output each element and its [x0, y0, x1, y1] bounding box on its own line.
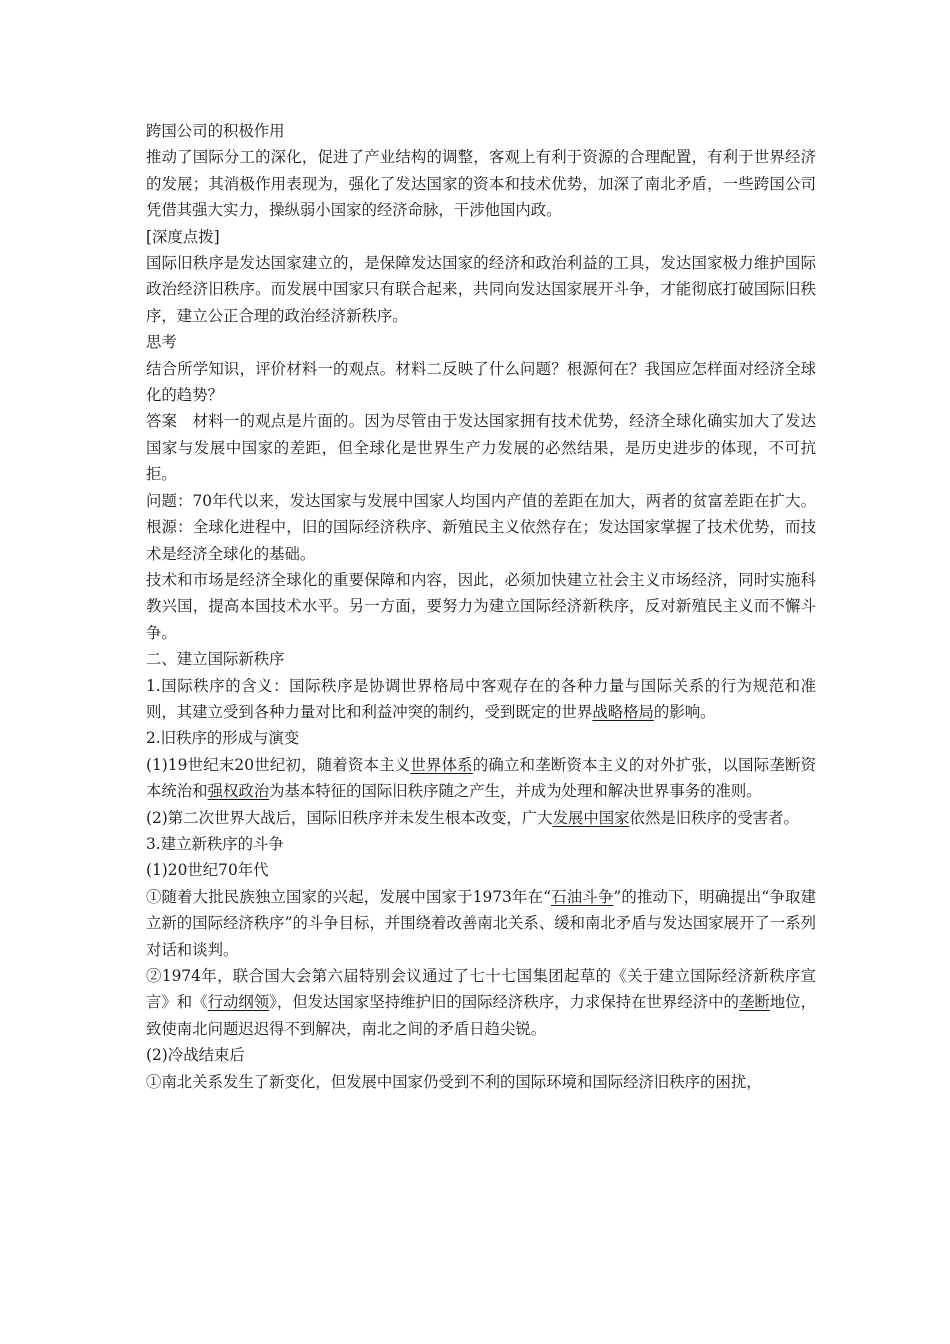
text-segment: (1)19世纪末20世纪初，随着资本主义: [146, 755, 411, 774]
text-segment: 依然是旧秩序的受害者。: [629, 808, 799, 827]
underlined-term: 垄断: [738, 993, 770, 1012]
heading-old-order-formation: 2.旧秩序的形成与演变: [146, 729, 300, 748]
underlined-term: 发展中国家: [552, 808, 630, 827]
text-segment: 的影响。: [653, 702, 716, 721]
underlined-term: 行动纲领: [207, 993, 270, 1012]
text-segment: ①随着大批民族独立国家的兴起，发展中国家于1973年在“: [146, 887, 551, 906]
text-segment: 地位，致使南北问题迟迟得不到解决，南北之间的矛盾日趋尖锐。: [146, 993, 816, 1038]
heading-section-two: 二、建立国际新秩序: [146, 650, 285, 669]
paragraph-question: 结合所学知识，评价材料一的观点。材料二反映了什么问题？根源何在？我国应怎样面对经济全球化的趋势？: [146, 359, 816, 405]
document-body: [146, 118, 816, 1095]
section-label-deep-analysis: [深度点拨]: [146, 227, 220, 246]
heading-new-order-struggle: 3.建立新秩序的斗争: [146, 834, 284, 853]
paragraph-mnc-effects: 推动了国际分工的深化，促进了产业结构的调整，客观上有利于资源的合理配置，有利于世界经济的发展；其消极作用表现为，强化了发达国家的资本和技术优势，加深了南北矛盾，一些跨国公司凭借其强大实力，操纵弱小国家的经济命脉，干涉他国内政。: [146, 148, 816, 220]
paragraph-technology-market: 技术和市场是经济全球化的重要保障和内容，因此，必须加快建立社会主义市场经济，同时实施科教兴国，提高本国技术水平。另一方面，要努力为建立国际经济新秩序，反对新殖民主义而不懈斗争。: [146, 570, 816, 642]
paragraph-formation-1: [146, 752, 816, 805]
paragraph-1970s-2: [146, 963, 816, 1042]
paragraph-after-cold-war-1: ①南北关系发生了新变化，但发展中国家仍受到不利的国际环境和国际经济旧秩序的困扰，: [146, 1072, 762, 1091]
paragraph-order-meaning: [146, 673, 816, 726]
text-segment: 为基本特征的国际旧秩序随之产生，并成为处理和解决世界事务的准则。: [269, 782, 762, 801]
underlined-term: 战略格局: [592, 702, 654, 721]
text-segment: ”的推动下，明确提出“争取建立新的国际经济秩序”的斗争目标，并围绕着改善南北关系、缓和南北矛盾与发达国家展开了一系列对话和谈判。: [146, 887, 816, 959]
underlined-term: 世界体系: [410, 755, 473, 774]
underlined-term: 强权政治: [207, 782, 270, 801]
heading-mnc-positive-role: 跨国公司的积极作用: [146, 122, 285, 140]
paragraph-answer: 答案 材料一的观点是片面的。因为尽管由于发达国家拥有技术优势，经济全球化确实加大了发达国家与发展中国家的差距，但全球化是世界生产力发展的必然结果，是历史进步的体现，不可抗拒。: [146, 412, 816, 484]
subheading-after-cold-war: (2)冷战结束后: [146, 1046, 245, 1065]
text-segment: 》，但发达国家坚持维护旧的国际经济秩序，力求保持在世界经济中的: [269, 993, 739, 1012]
heading-think: 思考: [146, 333, 177, 352]
paragraph-1970s-1: [146, 884, 816, 963]
text-segment: 1.国际秩序的含义：国际秩序是协调世界格局中客观存在的各种力量与国际关系的行为规范和准则，其建立受到各种力量对比和利益冲突的制约，受到既定的世界: [146, 676, 816, 721]
text-segment: (2)第二次世界大战后，国际旧秩序并未发生根本改变，广大: [146, 808, 553, 827]
underlined-term: 石油斗争: [551, 887, 614, 906]
paragraph-problem-root: 问题：70年代以来，发达国家与发展中国家人均国内产值的差距在加大，两者的贫富差距在扩大。根源：全球化进程中，旧的国际经济秩序、新殖民主义依然存在；发达国家掌握了技术优势，而技术是经济全球化的基础。: [146, 491, 816, 563]
paragraph-old-order: 国际旧秩序是发达国家建立的，是保障发达国家的经济和政治利益的工具，发达国家极力维护国际政治经济旧秩序。而发展中国家只有联合起来，共同向发达国家展开斗争，才能彻底打破国际旧秩序，建立公正合理的政治经济新秩序。: [146, 254, 816, 325]
subheading-1970s: (1)20世纪70年代: [146, 861, 269, 880]
paragraph-formation-2: [146, 805, 816, 831]
text-segment: 的确立和垄断资本主义的对外扩张，以国际垄断资本统治和: [146, 755, 816, 801]
text-segment: ②1974年，联合国大会第六届特别会议通过了七十七国集团起草的《关于建立国际经济新秩序宣言》和《: [146, 967, 816, 1012]
